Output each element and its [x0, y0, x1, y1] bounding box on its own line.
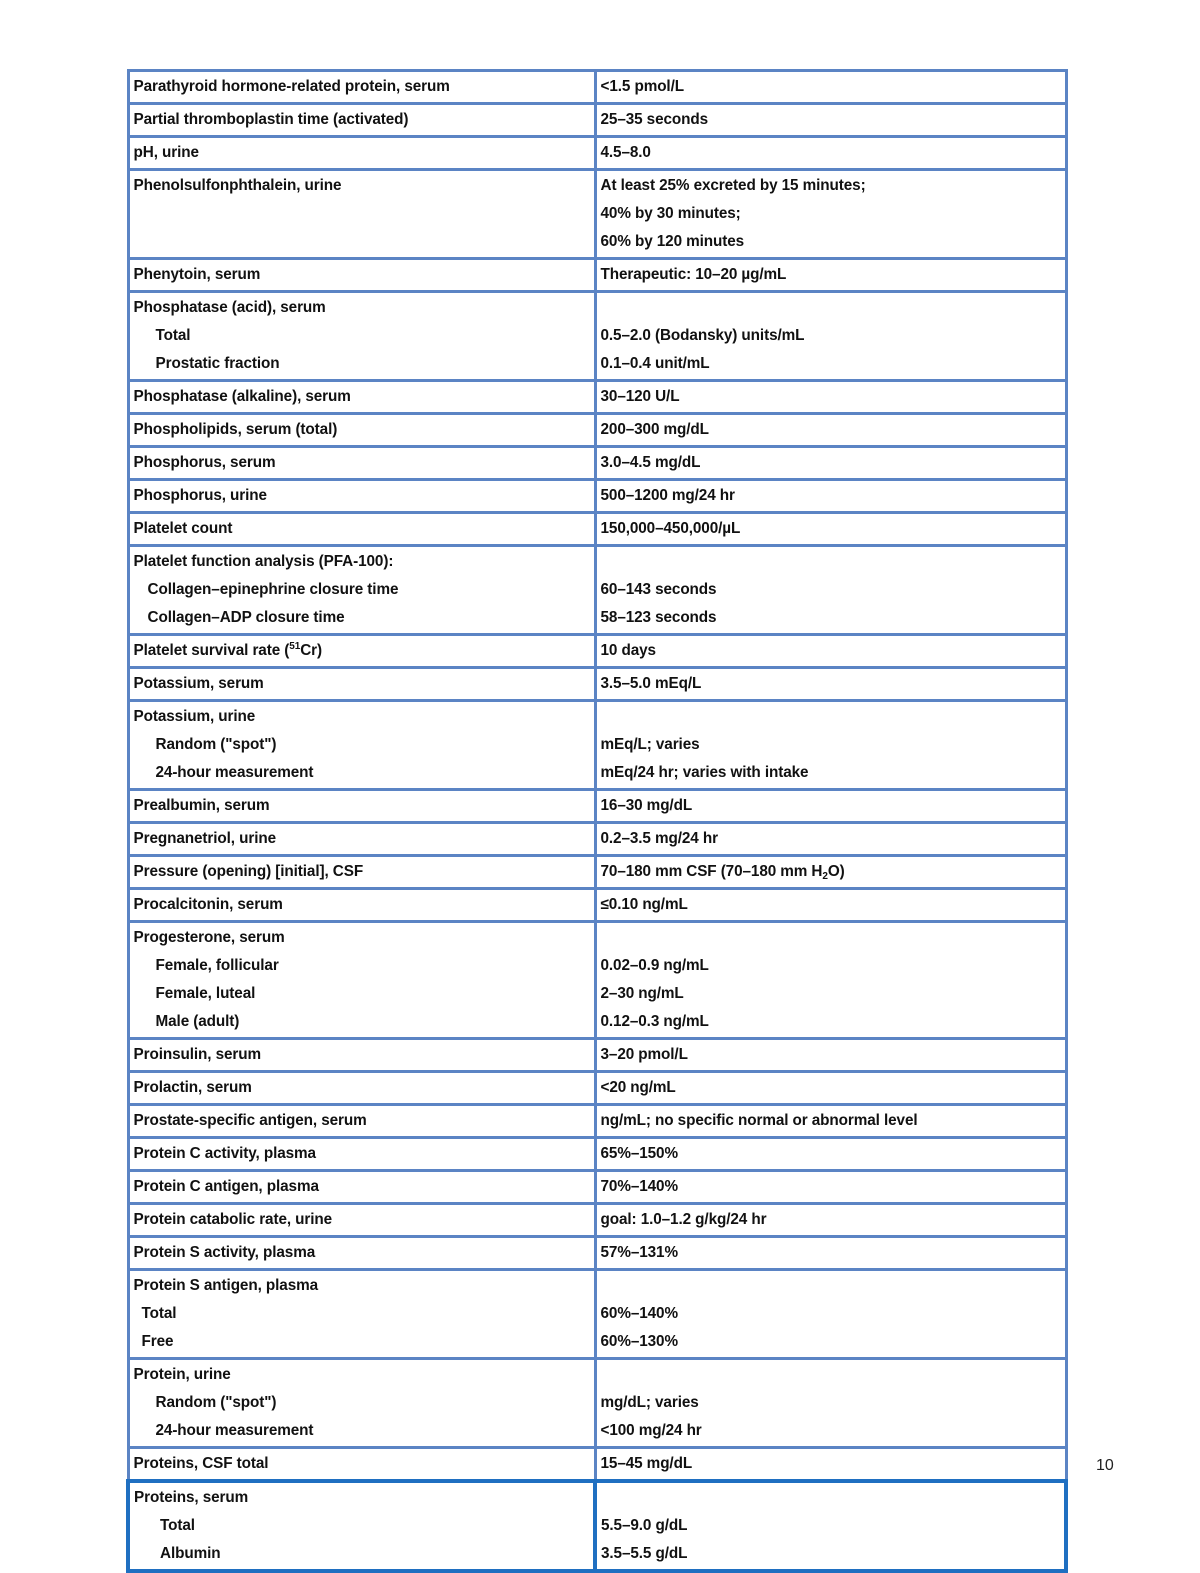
reference-value: 150,000–450,000/µL [600, 520, 741, 537]
test-name-cell [128, 259, 595, 292]
test-name-cell [128, 170, 595, 259]
reference-value: 0.5–2.0 (Bodansky) units/mL [600, 327, 805, 344]
table-row [128, 1171, 1066, 1204]
test-subitem-name: Prostatic fraction [155, 355, 280, 372]
reference-value: 25–35 seconds [600, 111, 709, 128]
test-name: Phenytoin, serum [133, 266, 261, 283]
test-name: Partial thromboplastin time (activated) [133, 111, 409, 128]
test-name: Protein catabolic rate, urine [133, 1211, 333, 1228]
test-name-cell [128, 856, 595, 889]
reference-value: 57%–131% [600, 1244, 678, 1261]
reference-value: 65%–150% [600, 1145, 678, 1162]
reference-value-cell [595, 513, 1066, 546]
reference-value: 60% by 120 minutes [600, 233, 745, 250]
test-subitem-name: Total [160, 1517, 195, 1534]
table-row [128, 856, 1066, 889]
table-row [128, 71, 1066, 104]
reference-value: <1.5 pmol/L [600, 78, 684, 95]
test-name-cell [128, 513, 595, 546]
isotope-superscript: 51 [289, 641, 301, 652]
test-name [134, 637, 590, 665]
reference-value: 3.5–5.0 mEq/L [600, 675, 702, 692]
test-name: Prostate-specific antigen, serum [133, 1112, 367, 1129]
reference-value: 200–300 mg/dL [600, 421, 709, 438]
reference-value-cell [595, 1171, 1066, 1204]
reference-value: goal: 1.0–1.2 g/kg/24 hr [600, 1211, 767, 1228]
reference-value: 0.2–3.5 mg/24 hr [600, 830, 718, 847]
test-name-cell [128, 668, 595, 701]
reference-value: 16–30 mg/dL [600, 797, 693, 814]
test-name: Phenolsulfonphthalein, urine [133, 177, 342, 194]
reference-value [601, 858, 1061, 886]
test-subitem-name: Collagen–epinephrine closure time [147, 581, 399, 598]
table-row [128, 1237, 1066, 1270]
table-row [128, 635, 1066, 668]
test-name-cell [128, 1270, 595, 1359]
reference-value-cell [595, 480, 1066, 513]
test-name: Prolactin, serum [133, 1079, 252, 1096]
reference-value: <100 mg/24 hr [600, 1422, 702, 1439]
test-name: Prealbumin, serum [133, 797, 270, 814]
reference-value: mEq/24 hr; varies with intake [600, 764, 809, 781]
reference-value: 60%–130% [600, 1333, 678, 1350]
test-name-cell [128, 1448, 595, 1482]
table-row [128, 1204, 1066, 1237]
reference-value-cell [595, 635, 1066, 668]
test-name-cell [128, 823, 595, 856]
test-name-cell [128, 1105, 595, 1138]
reference-value-cell [595, 259, 1066, 292]
reference-value [601, 1484, 1060, 1512]
test-name-cell [128, 480, 595, 513]
test-subitem-name: Female, luteal [155, 985, 256, 1002]
test-name: Progesterone, serum [133, 929, 285, 946]
reference-value-cell [595, 71, 1066, 104]
test-name-cell [128, 1359, 595, 1448]
reference-value-cell [595, 381, 1066, 414]
test-name: Potassium, urine [133, 708, 256, 725]
reference-value-cell [595, 170, 1066, 259]
test-subitem-name: Total [141, 1305, 177, 1322]
test-name-cell [128, 922, 595, 1039]
reference-value-cell [595, 1270, 1066, 1359]
test-name-cell [128, 546, 595, 635]
reference-value: 5.5–9.0 g/dL [601, 1517, 688, 1534]
reference-value: 500–1200 mg/24 hr [600, 487, 735, 504]
test-name: Platelet function analysis (PFA-100): [133, 553, 394, 570]
test-name-cell [128, 1237, 595, 1270]
table-row [128, 104, 1066, 137]
test-name: Potassium, serum [133, 675, 264, 692]
reference-value-cell [595, 546, 1066, 635]
table-row [128, 701, 1066, 790]
reference-value-cell [595, 790, 1066, 823]
subscript: 2 [822, 871, 828, 882]
test-name: Phosphatase (alkaline), serum [133, 388, 351, 405]
reference-value: 3.5–5.5 g/dL [601, 1545, 688, 1562]
reference-value-cell [595, 1072, 1066, 1105]
test-name: Proinsulin, serum [133, 1046, 262, 1063]
reference-value-text: 70–180 mm CSF (70–180 mm H [600, 863, 823, 880]
test-subitem-name: 24-hour measurement [155, 764, 314, 781]
reference-value-cell [595, 104, 1066, 137]
table-row [128, 259, 1066, 292]
reference-value: At least 25% excreted by 15 minutes; [600, 177, 866, 194]
test-name-cell [128, 447, 595, 480]
test-name: Protein S activity, plasma [133, 1244, 316, 1261]
reference-value [601, 294, 1061, 322]
reference-value-cell [595, 1237, 1066, 1270]
test-subitem-name: 24-hour measurement [155, 1422, 314, 1439]
table-row [128, 1105, 1066, 1138]
table-row [128, 381, 1066, 414]
test-subitem-name: Female, follicular [155, 957, 279, 974]
reference-value-cell [595, 1359, 1066, 1448]
test-name-cell [128, 137, 595, 170]
test-name: Parathyroid hormone-related protein, serum [133, 78, 450, 95]
reference-value [601, 924, 1061, 952]
table-row [128, 1359, 1066, 1448]
test-name-cell [128, 104, 595, 137]
test-name-cell [128, 1171, 595, 1204]
test-name-cell [128, 790, 595, 823]
table-row [128, 480, 1066, 513]
table-row [128, 922, 1066, 1039]
reference-value [601, 1361, 1061, 1389]
reference-value: 58–123 seconds [600, 609, 717, 626]
reference-value-cell [595, 137, 1066, 170]
test-name: Protein S antigen, plasma [133, 1277, 319, 1294]
reference-value: 10 days [600, 642, 656, 659]
test-name: Phospholipids, serum (total) [133, 421, 338, 438]
reference-values-table-container [126, 69, 1058, 1573]
reference-value-cell [595, 414, 1066, 447]
reference-value-cell [595, 1204, 1066, 1237]
test-subitem-name: Collagen–ADP closure time [147, 609, 345, 626]
reference-value: 4.5–8.0 [600, 144, 651, 161]
reference-value-cell [595, 1448, 1066, 1482]
test-subitem-name: Male (adult) [155, 1013, 240, 1030]
reference-value-cell [595, 447, 1066, 480]
test-name-cell [128, 71, 595, 104]
test-name: Pregnanetriol, urine [133, 830, 276, 847]
test-subitem-name: Free [141, 1333, 174, 1350]
reference-value: 0.1–0.4 unit/mL [600, 355, 710, 372]
reference-value: 0.02–0.9 ng/mL [600, 957, 709, 974]
table-row [128, 823, 1066, 856]
table-row [128, 170, 1066, 259]
reference-value: 60%–140% [600, 1305, 678, 1322]
test-name: Protein C antigen, plasma [133, 1178, 319, 1195]
reference-value-cell [595, 701, 1066, 790]
table-row [128, 513, 1066, 546]
table-row [128, 1270, 1066, 1359]
reference-value [601, 1272, 1061, 1300]
table-row [128, 668, 1066, 701]
table-row [128, 1481, 1066, 1571]
table-row [128, 1138, 1066, 1171]
test-name-cell [128, 1481, 595, 1571]
table-row [128, 1039, 1066, 1072]
reference-value: 60–143 seconds [600, 581, 717, 598]
test-subitem-name: Random ("spot") [155, 736, 277, 753]
reference-value: Therapeutic: 10–20 µg/mL [600, 266, 787, 283]
reference-value [601, 703, 1061, 731]
reference-value-cell [595, 1039, 1066, 1072]
test-name-cell [128, 889, 595, 922]
test-name-cell [128, 1204, 595, 1237]
reference-value-cell [595, 823, 1066, 856]
reference-value: 30–120 U/L [600, 388, 680, 405]
reference-value-cell [595, 1481, 1066, 1571]
test-name: Protein C activity, plasma [133, 1145, 316, 1162]
test-name-cell [128, 1138, 595, 1171]
table-row [128, 447, 1066, 480]
reference-value: mg/dL; varies [600, 1394, 699, 1411]
reference-value-cell [595, 1105, 1066, 1138]
reference-value [601, 548, 1061, 576]
reference-value: 0.12–0.3 ng/mL [600, 1013, 709, 1030]
table-row [128, 1448, 1066, 1482]
reference-value: 3–20 pmol/L [600, 1046, 688, 1063]
test-subitem-name: Random ("spot") [155, 1394, 277, 1411]
reference-value-cell [595, 856, 1066, 889]
test-name: pH, urine [133, 144, 199, 161]
test-name: Phosphorus, urine [133, 487, 267, 504]
reference-value-cell [595, 889, 1066, 922]
test-name: Proteins, serum [134, 1489, 249, 1506]
test-name-cell [128, 381, 595, 414]
test-name-cell [128, 635, 595, 668]
test-name: Proteins, CSF total [133, 1455, 269, 1472]
reference-value-text: O) [827, 863, 845, 880]
reference-value: 70%–140% [600, 1178, 678, 1195]
reference-value-cell [595, 668, 1066, 701]
test-name-cell [128, 701, 595, 790]
test-name-cell [128, 1072, 595, 1105]
reference-value: 3.0–4.5 mg/dL [600, 454, 701, 471]
reference-value: mEq/L; varies [600, 736, 700, 753]
test-name-text: Platelet survival rate ( [133, 642, 290, 659]
test-name: Pressure (opening) [initial], CSF [133, 863, 364, 880]
test-name: Platelet count [133, 520, 233, 537]
reference-value: 2–30 ng/mL [600, 985, 684, 1002]
table-row [128, 1072, 1066, 1105]
test-name: Phosphorus, serum [133, 454, 276, 471]
test-subitem-name: Total [155, 327, 191, 344]
test-subitem-name: Albumin [160, 1545, 221, 1562]
reference-value: 40% by 30 minutes; [600, 205, 741, 222]
table-row [128, 292, 1066, 381]
reference-value: <20 ng/mL [600, 1079, 676, 1096]
test-name: Procalcitonin, serum [133, 896, 283, 913]
test-name: Phosphatase (acid), serum [133, 299, 326, 316]
reference-value: ng/mL; no specific normal or abnormal level [600, 1112, 918, 1129]
table-row [128, 137, 1066, 170]
test-name-cell [128, 292, 595, 381]
reference-values-table [126, 69, 1068, 1573]
test-name-cell [128, 1039, 595, 1072]
table-row [128, 790, 1066, 823]
table-row [128, 414, 1066, 447]
test-name-cell [128, 414, 595, 447]
test-name-text: Cr) [300, 642, 322, 659]
test-name: Protein, urine [133, 1366, 231, 1383]
reference-value: 15–45 mg/dL [600, 1455, 693, 1472]
reference-value: ≤0.10 ng/mL [600, 896, 688, 913]
reference-value-cell [595, 292, 1066, 381]
reference-value-cell [595, 922, 1066, 1039]
table-row [128, 889, 1066, 922]
reference-value-cell [595, 1138, 1066, 1171]
table-row [128, 546, 1066, 635]
page-number: 10 [1096, 1457, 1114, 1474]
